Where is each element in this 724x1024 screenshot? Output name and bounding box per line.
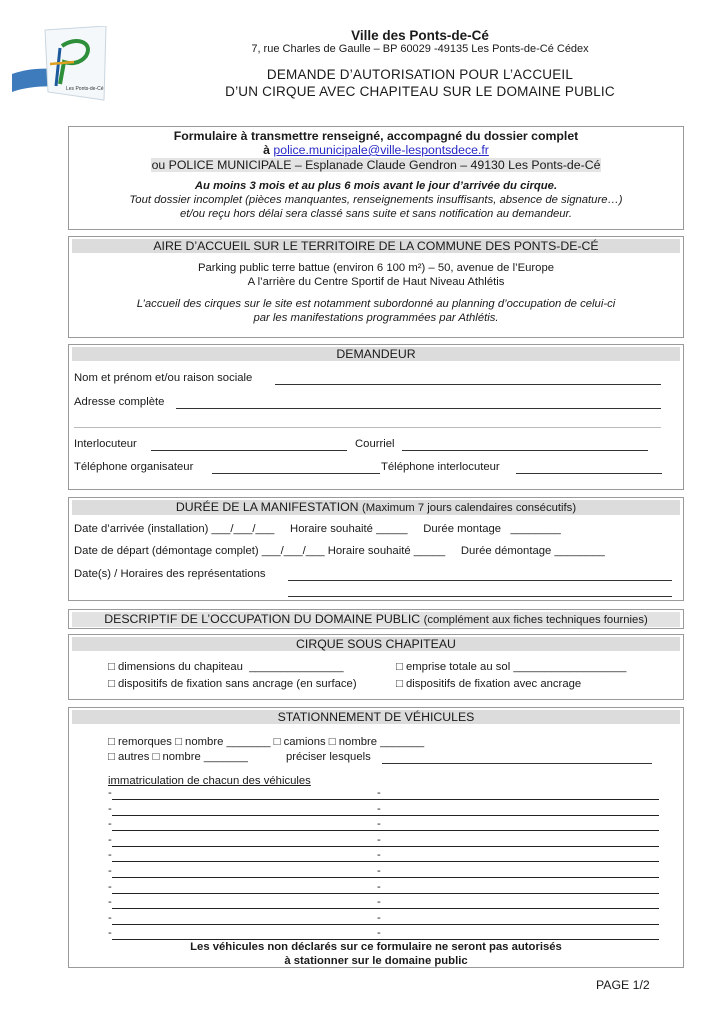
- representations-field-line-2[interactable]: [288, 596, 672, 597]
- intro-line-1: Formulaire à transmettre renseigné, accompagné du dossier complet: [173, 129, 579, 143]
- logo-text: Les Ponts-de-Cé: [66, 86, 104, 92]
- plate-field[interactable]: [381, 877, 659, 878]
- city-logo: [10, 26, 110, 106]
- plate-dash: -: [108, 896, 112, 909]
- courriel-label: Courriel: [355, 438, 395, 450]
- city-name: Ville des Ponts-de-Cé: [351, 28, 489, 43]
- aire-note-2: par les manifestations programmées par Athlétis.: [253, 312, 499, 324]
- plate-dash: -: [377, 880, 381, 893]
- tel-interlocuteur-label: Téléphone interlocuteur: [381, 461, 500, 473]
- deadline-note: Au moins 3 mois et au plus 6 mois avant le jour d’arrivée du cirque.: [194, 180, 558, 192]
- tel-organisateur-label: Téléphone organisateur: [74, 461, 194, 473]
- adresse-label: Adresse complète: [74, 396, 165, 408]
- duree-demontage-label: Durée démontage: [460, 545, 552, 557]
- intro-prefix: à: [263, 143, 270, 157]
- duree-montage-label: Durée montage: [423, 523, 502, 535]
- depart-date-field[interactable]: ___/___/___: [261, 545, 325, 557]
- plate-field[interactable]: [112, 877, 382, 878]
- arrivee-horaire-label: Horaire souhaité: [290, 523, 373, 535]
- emprise-field[interactable]: __________________: [513, 661, 627, 673]
- tel-interlocuteur-field[interactable]: [516, 473, 662, 474]
- plate-dash: -: [108, 818, 112, 831]
- plate-field[interactable]: [112, 830, 382, 831]
- stationnement-heading: STATIONNEMENT DE VÉHICULES: [72, 710, 680, 724]
- demandeur-heading: DEMANDEUR: [72, 347, 680, 361]
- plate-dash: -: [377, 818, 381, 831]
- arrivee-date-field[interactable]: ___/___/___: [211, 523, 275, 535]
- plate-dash: -: [108, 865, 112, 877]
- plate-dash: -: [377, 911, 381, 924]
- plate-field[interactable]: [112, 861, 382, 862]
- warning-line-2: à stationner sur le domaine public: [284, 955, 468, 967]
- depart-row: [74, 545, 605, 557]
- dimensions-checkbox[interactable]: □ dimensions du chapiteau: [108, 661, 243, 673]
- tel-organisateur-field[interactable]: [212, 473, 380, 474]
- warning-line-1: Les véhicules non déclarés sur ce formulaire ne seront pas autorisés: [190, 941, 562, 953]
- plate-field[interactable]: [381, 846, 659, 847]
- arrivee-row: [74, 523, 561, 535]
- plate-dash: -: [377, 787, 381, 799]
- emprise-checkbox[interactable]: □ emprise totale au sol: [396, 661, 511, 673]
- avec-ancrage-checkbox[interactable]: □ dispositifs de fixation avec ancrage: [396, 678, 582, 690]
- plate-field[interactable]: [112, 924, 382, 925]
- descriptif-heading: [72, 612, 680, 627]
- incomplete-note-1: Tout dossier incomplet (pièces manquantes, renseignements insuffisants, absence de signature…): [129, 194, 623, 206]
- aire-heading: AIRE D’ACCUEIL SUR LE TERRITOIRE DE LA COMMUNE DES PONTS-DE-CÉ: [72, 239, 680, 253]
- plate-dash: -: [108, 787, 112, 799]
- incomplete-note-2: et/ou reçu hors délai sera classé sans suite et sans notification au demandeur.: [179, 208, 573, 220]
- plate-dash: -: [108, 927, 112, 940]
- plate-dash: -: [108, 849, 112, 862]
- arrivee-horaire-field[interactable]: _____: [376, 523, 408, 535]
- plate-dash: -: [377, 865, 381, 877]
- depart-label: Date de départ (démontage complet): [74, 545, 259, 557]
- emprise-row: [396, 661, 626, 673]
- plate-field[interactable]: [381, 861, 659, 862]
- duree-heading: [72, 500, 680, 515]
- plate-field[interactable]: [381, 924, 659, 925]
- duree-montage-field[interactable]: ________: [510, 523, 561, 535]
- courriel-field[interactable]: [402, 450, 648, 451]
- descriptif-note: (complément aux fiches techniques fournies): [423, 614, 648, 626]
- police-address: ou POLICE MUNICIPALE – Esplanade Claude Gendron – 49130 Les Ponts-de-Cé: [151, 158, 601, 172]
- immatriculation-label: immatriculation de chacun des véhicules: [108, 775, 311, 787]
- page-number: PAGE 1/2: [596, 978, 650, 992]
- plate-field[interactable]: [381, 908, 659, 909]
- interlocuteur-label: Interlocuteur: [74, 438, 137, 450]
- intro-email-line: [68, 143, 684, 157]
- plate-dash: -: [377, 802, 381, 815]
- plate-field[interactable]: [112, 815, 382, 816]
- plate-dash: -: [377, 833, 381, 846]
- plate-dash: -: [377, 927, 381, 940]
- adresse-field-line-2[interactable]: [74, 427, 661, 428]
- document-title: [150, 66, 690, 100]
- preciser-field[interactable]: [382, 763, 652, 764]
- aire-location-2: A l’arrière du Centre Sportif de Haut Niveau Athlétis: [247, 276, 505, 288]
- plate-dash: -: [377, 849, 381, 862]
- depart-horaire-field[interactable]: _____: [413, 545, 446, 557]
- nom-label: Nom et prénom et/ou raison sociale: [74, 372, 253, 384]
- duree-note: (Maximum 7 jours calendaires consécutifs): [362, 502, 577, 514]
- representations-field[interactable]: [288, 580, 672, 581]
- interlocuteur-field[interactable]: [151, 450, 347, 451]
- plate-field[interactable]: [381, 815, 659, 816]
- plate-dash: -: [108, 802, 112, 815]
- document-title-line-2: D’UN CIRQUE AVEC CHAPITEAU SUR LE DOMAINE PUBLIC: [225, 84, 615, 99]
- dimensions-row: [108, 661, 343, 673]
- plate-field[interactable]: [112, 893, 382, 894]
- adresse-field[interactable]: [176, 408, 661, 409]
- dimensions-field[interactable]: _______________: [249, 661, 344, 673]
- descriptif-title: DESCRIPTIF DE L’OCCUPATION DU DOMAINE PUBLIC: [104, 612, 421, 626]
- duree-title: DURÉE DE LA MANIFESTATION: [175, 500, 359, 514]
- plate-dash: -: [108, 911, 112, 924]
- plate-field[interactable]: [112, 846, 382, 847]
- arrivee-label: Date d’arrivée (installation): [74, 523, 209, 535]
- plate-dash: -: [377, 896, 381, 909]
- police-email-link[interactable]: police.municipale@ville-lespontsdece.fr: [273, 143, 489, 157]
- remorques-camions-row[interactable]: □ remorques □ nombre _______ □ camions □ nombre _______: [108, 736, 425, 748]
- representations-label: Date(s) / Horaires des représentations: [74, 568, 266, 580]
- plate-field[interactable]: [381, 893, 659, 894]
- preciser-label: préciser lesquels: [286, 751, 371, 763]
- nom-field[interactable]: [275, 384, 661, 385]
- cirque-heading: CIRQUE SOUS CHAPITEAU: [72, 637, 680, 651]
- plate-dash: -: [108, 833, 112, 846]
- plate-field[interactable]: [381, 830, 659, 831]
- document-title-line-1: DEMANDE D’AUTORISATION POUR L’ACCUEIL: [266, 67, 574, 82]
- depart-horaire-label: Horaire souhaité: [327, 545, 411, 557]
- plate-field[interactable]: [112, 908, 382, 909]
- plate-field[interactable]: [381, 799, 659, 800]
- sans-ancrage-checkbox[interactable]: □ dispositifs de fixation sans ancrage (en surface): [108, 678, 357, 690]
- intro-address: [68, 158, 684, 172]
- autres-row[interactable]: □ autres □ nombre _______: [108, 751, 248, 763]
- plate-dash: -: [108, 880, 112, 893]
- aire-location-1: Parking public terre battue (environ 6 100 m²) – 50, avenue de l’Europe: [197, 262, 555, 274]
- city-address: 7, rue Charles de Gaulle – BP 60029 -49135 Les Ponts-de-Cé Cédex: [251, 43, 589, 55]
- duree-demontage-field[interactable]: ________: [554, 545, 605, 557]
- plate-field[interactable]: [112, 799, 382, 800]
- aire-note-1: L’accueil des cirques sur le site est notamment subordonné au planning d’occupation de celui-ci: [136, 298, 616, 310]
